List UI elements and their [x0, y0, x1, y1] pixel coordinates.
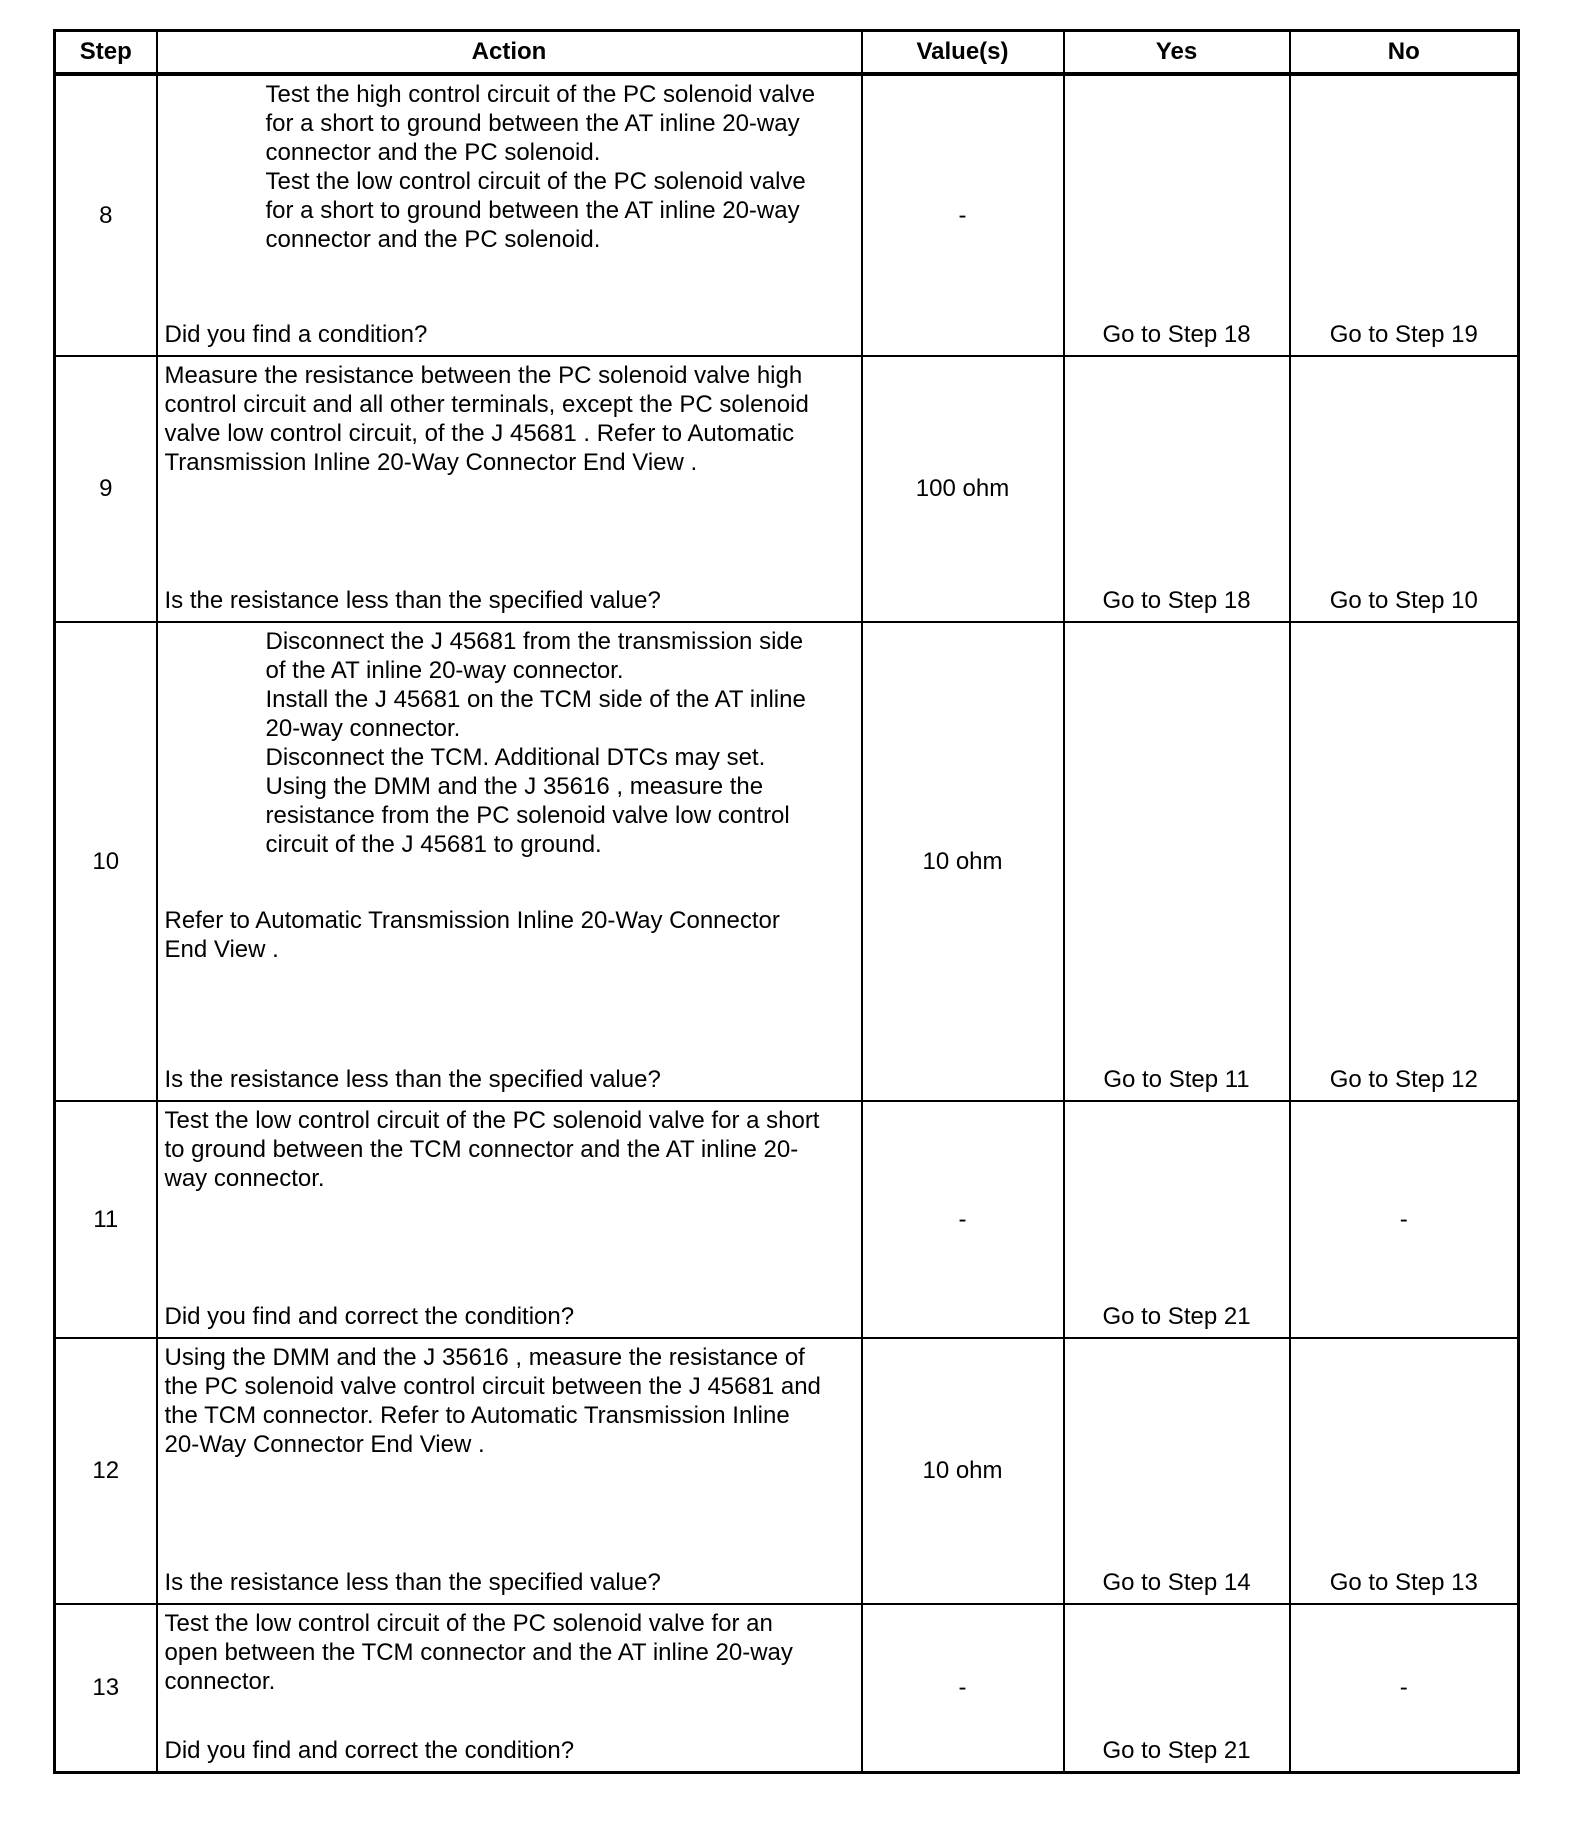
no-text: Go to Step 13: [1329, 1569, 1478, 1596]
action-line: 20-way connector.: [265, 715, 461, 742]
action-line: connector and the PC solenoid.: [265, 139, 601, 166]
no-cell: [1290, 74, 1519, 356]
value-cell: -: [862, 1101, 1064, 1338]
action-text: [165, 1609, 855, 1696]
table-row: [55, 1101, 1519, 1338]
header-row: [55, 31, 1519, 75]
action-line: for a short to ground between the AT inline 20-way: [265, 197, 800, 224]
action-line: Measure the resistance between the PC solenoid valve high: [164, 362, 803, 389]
no-text: Go to Step 12: [1329, 1066, 1478, 1093]
table-row: [55, 1604, 1519, 1772]
action-line: Refer to Automatic Transmission Inline 20-Way Connector: [164, 907, 780, 934]
action-question: Did you find and correct the condition?: [164, 1736, 575, 1764]
no-cell: [1290, 1604, 1519, 1772]
action-line: Disconnect the J 45681 from the transmission side: [265, 628, 804, 655]
action-line: for a short to ground between the AT inline 20-way: [265, 110, 800, 137]
yes-cell: [1064, 1604, 1290, 1772]
table-row: [55, 622, 1519, 1101]
action-cell: [157, 356, 862, 622]
action-cell: [157, 74, 862, 356]
action-line: of the AT inline 20-way connector.: [265, 657, 624, 684]
action-cell: [157, 622, 862, 1101]
yes-cell: [1064, 1101, 1290, 1338]
header-yes: Yes: [1064, 31, 1290, 75]
yes-cell: [1064, 622, 1290, 1101]
no-cell: [1290, 1101, 1519, 1338]
step-number: 12: [55, 1338, 157, 1604]
table-row: [55, 1338, 1519, 1604]
action-line: the PC solenoid valve control circuit between the J 45681 and: [164, 1373, 821, 1400]
action-line: connector.: [164, 1668, 276, 1695]
action-question: Is the resistance less than the specified value?: [164, 1066, 661, 1093]
value-cell: 10 ohm: [862, 1338, 1064, 1604]
header-values: Value(s): [862, 31, 1064, 75]
header-step: Step: [55, 31, 157, 75]
action-line: Test the high control circuit of the PC solenoid valve: [265, 81, 816, 108]
action-text: [165, 1343, 855, 1459]
table-row: [55, 74, 1519, 356]
yes-text: Go to Step 18: [1102, 587, 1251, 614]
action-line: Test the low control circuit of the PC solenoid valve for an: [164, 1610, 773, 1637]
action-line: Test the low control circuit of the PC solenoid valve for a short: [164, 1107, 820, 1134]
action-line: Transmission Inline 20-Way Connector End View .: [164, 449, 698, 476]
header-no: No: [1290, 31, 1519, 75]
value-cell: 10 ohm: [862, 622, 1064, 1101]
action-line: control circuit and all other terminals, except the PC solenoid: [164, 391, 809, 418]
action-question: Did you find and correct the condition?: [164, 1303, 575, 1330]
no-text: -: [1399, 1673, 1408, 1701]
action-cell: [157, 1338, 862, 1604]
yes-text: Go to Step 11: [1103, 1066, 1250, 1093]
action-cell: [157, 1101, 862, 1338]
no-text: Go to Step 19: [1329, 321, 1478, 348]
value-cell: 100 ohm: [862, 356, 1064, 622]
action-line: End View .: [164, 936, 279, 963]
action-question: Did you find a condition?: [164, 321, 428, 348]
step-number: 9: [55, 356, 157, 622]
action-cell: [157, 1604, 862, 1772]
action-line: to ground between the TCM connector and the AT inline 20-: [164, 1136, 799, 1163]
yes-text: Go to Step 21: [1102, 1303, 1251, 1330]
action-text: [165, 1106, 855, 1193]
yes-cell: [1064, 356, 1290, 622]
action-question: Is the resistance less than the specified value?: [164, 587, 661, 614]
action-line: resistance from the PC solenoid valve low control: [265, 802, 790, 829]
action-line: connector and the PC solenoid.: [265, 226, 601, 253]
value-cell: -: [862, 74, 1064, 356]
step-number: 10: [55, 622, 157, 1101]
no-text: -: [1399, 1205, 1408, 1233]
action-text: [266, 627, 855, 859]
action-line: Using the DMM and the J 35616 , measure the resistance of: [164, 1344, 805, 1371]
diagnostic-table: [53, 29, 1520, 1774]
action-line: Disconnect the TCM. Additional DTCs may set.: [265, 744, 766, 771]
action-line: the TCM connector. Refer to Automatic Transmission Inline: [164, 1402, 790, 1429]
action-line: open between the TCM connector and the AT inline 20-way: [164, 1639, 793, 1666]
action-line: 20-Way Connector End View .: [164, 1431, 485, 1458]
action-question: Is the resistance less than the specified value?: [164, 1569, 661, 1596]
yes-text: Go to Step 18: [1102, 321, 1251, 348]
yes-cell: [1064, 1338, 1290, 1604]
no-cell: [1290, 356, 1519, 622]
action-reference: [165, 906, 855, 964]
yes-cell: [1064, 74, 1290, 356]
header-action: Action: [157, 31, 862, 75]
action-line: Install the J 45681 on the TCM side of the AT inline: [265, 686, 806, 713]
step-number: 11: [55, 1101, 157, 1338]
yes-text: Go to Step 14: [1102, 1569, 1251, 1596]
no-cell: [1290, 622, 1519, 1101]
table-row: [55, 356, 1519, 622]
no-text: Go to Step 10: [1329, 587, 1478, 614]
action-line: way connector.: [164, 1165, 325, 1192]
action-text: [266, 80, 855, 254]
value-cell: -: [862, 1604, 1064, 1772]
no-cell: [1290, 1338, 1519, 1604]
yes-text: Go to Step 21: [1102, 1736, 1251, 1764]
action-line: circuit of the J 45681 to ground.: [265, 831, 602, 858]
action-line: Test the low control circuit of the PC solenoid valve: [265, 168, 806, 195]
action-line: Using the DMM and the J 35616 , measure the: [265, 773, 764, 800]
action-text: [165, 361, 855, 477]
step-number: 13: [55, 1604, 157, 1772]
step-number: 8: [55, 74, 157, 356]
action-line: valve low control circuit, of the J 45681 . Refer to Automatic: [164, 420, 795, 447]
